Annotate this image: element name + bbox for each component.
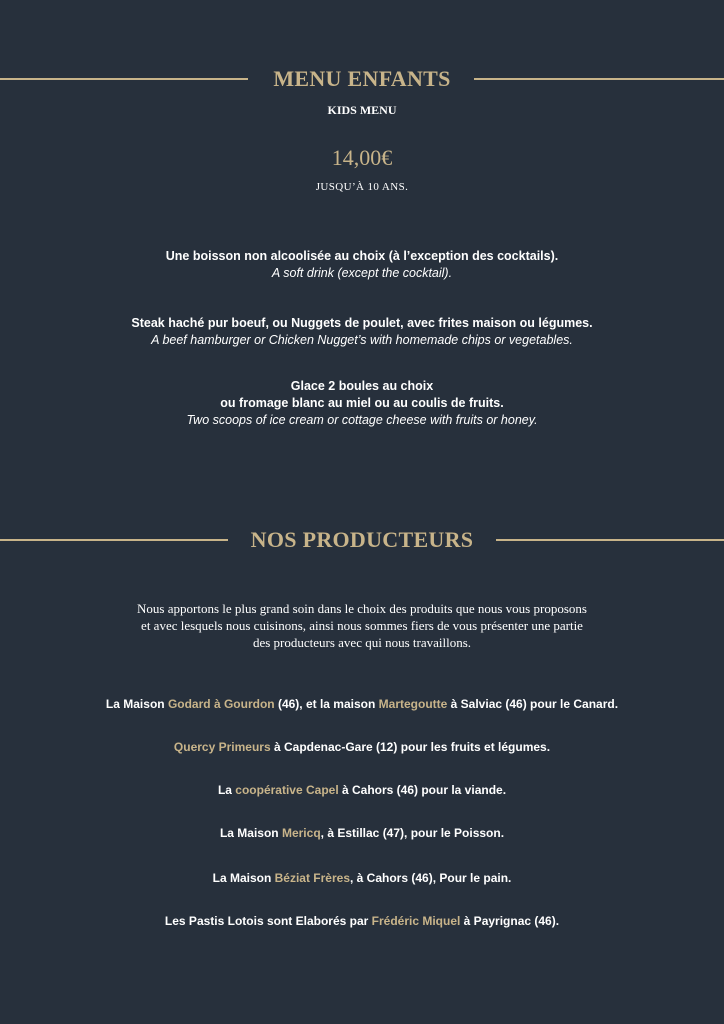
producer-text: Les Pastis Lotois sont Elaborés par [164,914,372,928]
menu-item-en: A beef hamburger or Chicken Nugget’s with homemade chips or vegetables. [151,333,573,347]
producer-line-canard [0,697,724,711]
menu-item-dessert [0,378,724,429]
intro-line: et avec lesquels nous cuisinons, ainsi nous sommes fiers de vous présenter une partie [141,618,583,633]
producer-line-pain [0,871,724,885]
kids-menu-subtitle: KIDS MENU [327,103,397,117]
producer-text: à Capdenac-Gare (12) pour les fruits et légumes. [270,740,551,754]
producer-line-poisson [0,826,724,840]
menu-item-en: Two scoops of ice cream or cottage cheese with fruits or honey. [186,413,538,427]
producer-name: Frédéric Miquel [371,914,461,928]
menu-item-fr: Steak haché pur boeuf, ou Nuggets de poulet, avec frites maison ou légumes. [131,316,593,330]
menu-item-drink [0,248,724,282]
producers-intro [0,600,724,651]
producer-text: à Cahors (46) pour la viande. [338,783,507,797]
producer-text: La Maison [105,697,168,711]
producer-name: Quercy Primeurs [173,740,271,754]
menu-item-fr-line2: ou fromage blanc au miel ou au coulis de fruits. [220,396,504,410]
menu-item-fr: Une boisson non alcoolisée au choix (à l’exception des cocktails). [165,249,559,263]
kids-menu-title: MENU ENFANTS [273,66,451,91]
producer-text: La Maison [212,871,275,885]
producer-text: , à Cahors (46), Pour le pain. [350,871,512,885]
producer-name: coopérative Capel [235,783,339,797]
producer-text: La [217,783,236,797]
menu-item-en: A soft drink (except the cocktail). [271,266,453,280]
producer-line-pastis [0,914,724,928]
producer-name: Godard à Gourdon [167,697,275,711]
intro-line: des producteurs avec qui nous travaillons. [252,635,472,650]
menu-item-fr-line1: Glace 2 boules au choix [290,379,434,393]
kids-menu-price: 14,00€ [331,145,393,170]
producers-title: NOS PRODUCTEURS [250,527,474,552]
producer-name: Martegoutte [378,697,448,711]
producer-name: Mericq [281,826,321,840]
producer-text: (46), et la maison [274,697,379,711]
kids-menu-age-note: JUSQU’À 10 ANS. [315,181,409,193]
intro-line: Nous apportons le plus grand soin dans le choix des produits que nous vous proposons [137,601,587,616]
producer-text: La Maison [219,826,282,840]
producer-text: , à Estillac (47), pour le Poisson. [320,826,505,840]
menu-item-main [0,315,724,349]
producer-text: à Payrignac (46). [460,914,560,928]
producer-name: Béziat Frères [274,871,350,885]
producer-line-viande [0,783,724,797]
producer-text: à Salviac (46) pour le Canard. [447,697,619,711]
producer-line-fruits [0,740,724,754]
